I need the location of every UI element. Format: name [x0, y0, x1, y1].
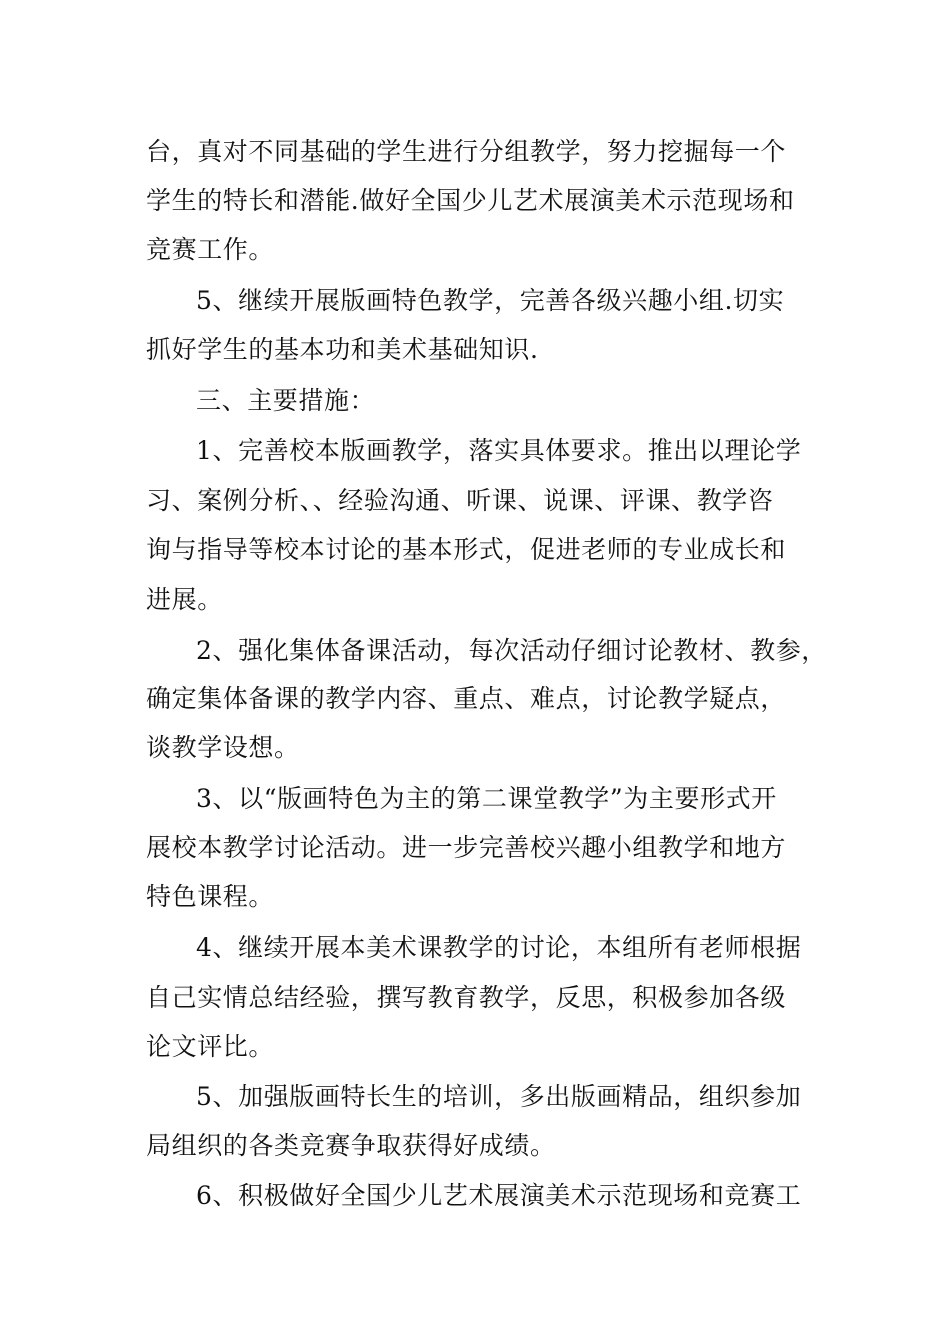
text-line: 确定集体备课的教学内容、重点、难点，讨论教学疑点，	[146, 684, 787, 713]
text-line: 自己实情总结经验，撰写教育教学，反思，积极参加各级	[146, 983, 787, 1012]
section-heading: 三、主要措施：	[196, 386, 376, 415]
text-line: 2、强化集体备课活动，每次活动仔细讨论教材、教参，	[196, 636, 827, 665]
text-line: 展校本教学讨论活动。进一步完善校兴趣小组教学和地方	[146, 833, 787, 862]
text-line: 习、案例分析、、经验沟通、听课、说课、评课、教学咨	[146, 486, 774, 515]
text-line: 特色课程。	[146, 882, 275, 911]
text-line: 论文评比。	[146, 1032, 275, 1061]
text-line: 局组织的各类竞赛争取获得好成绩。	[146, 1131, 556, 1160]
text-line: 竞赛工作。	[146, 235, 275, 264]
text-line: 抓好学生的基本功和美术基础知识.	[146, 335, 539, 364]
text-line: 学生的特长和潜能.做好全国少儿艺术展演美术示范现场和	[146, 186, 795, 215]
text-line: 台，真对不同基础的学生进行分组教学，努力挖掘每一个	[146, 137, 787, 166]
text-line: 3、以“版画特色为主的第二课堂教学”为主要形式开	[196, 784, 777, 813]
text-line: 1、完善校本版画教学，落实具体要求。推出以理论学	[196, 436, 802, 465]
text-line: 谈教学设想。	[146, 733, 300, 762]
text-line: 5、加强版画特长生的培训，多出版画精品，组织参加	[196, 1082, 802, 1111]
text-line: 进展。	[146, 585, 223, 614]
text-line: 4、继续开展本美术课教学的讨论，本组所有老师根据	[196, 933, 802, 962]
text-line: 6、积极做好全国少儿艺术展演美术示范现场和竞赛工	[196, 1181, 802, 1210]
text-line: 询与指导等校本讨论的基本形式，促进老师的专业成长和	[146, 535, 787, 564]
text-line: 5、继续开展版画特色教学，完善各级兴趣小组.切实	[196, 286, 785, 315]
